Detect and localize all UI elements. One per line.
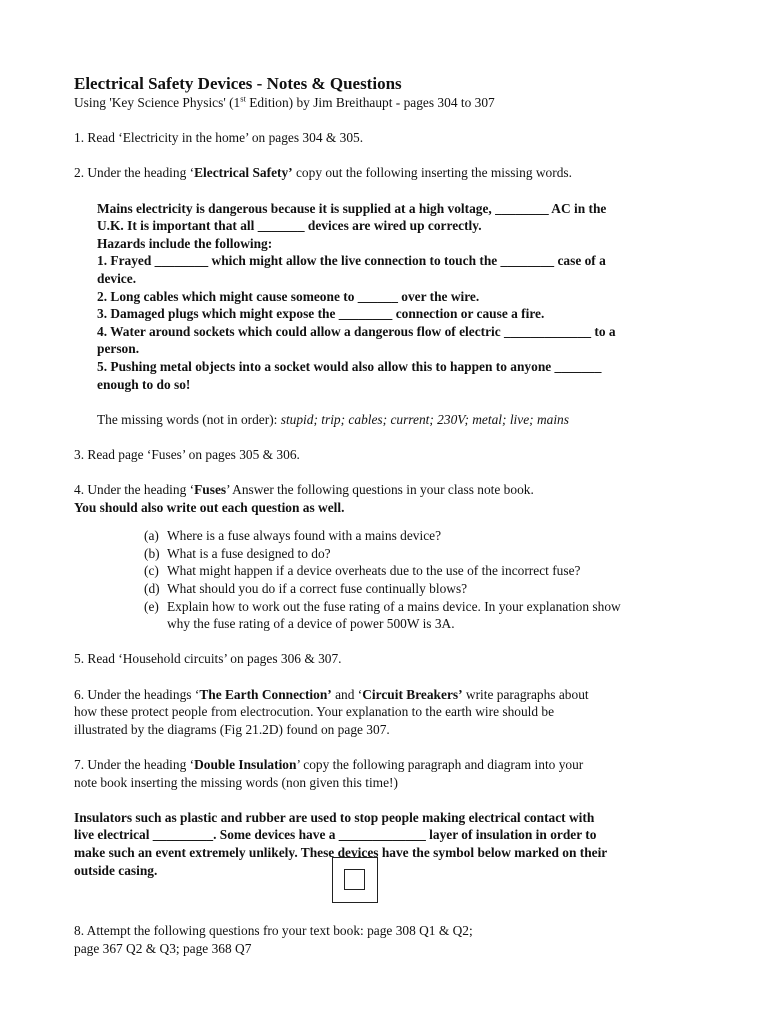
safety-line: 3. Damaged plugs which might expose the ________ connection or cause a fire. bbox=[97, 306, 545, 322]
safety-line: enough to do so! bbox=[97, 376, 191, 392]
double-insulation-symbol-icon bbox=[332, 857, 378, 903]
insulation-line: live electrical _________. Some devices have a _____________ layer of insulation in order to bbox=[74, 827, 597, 843]
item-6: 6. Under the headings ‘The Earth Connection’ and ‘Circuit Breakers’ write paragraphs about bbox=[74, 686, 589, 702]
item-2: 2. Under the heading ‘Electrical Safety’ copy out the following inserting the missing words. bbox=[74, 165, 572, 181]
item-7-line: note book inserting the missing words (non given this time!) bbox=[74, 774, 398, 790]
item-1: 1. Read ‘Electricity in the home’ on pages 304 & 305. bbox=[74, 130, 364, 146]
safety-paragraph bbox=[74, 200, 704, 394]
safety-line: device. bbox=[97, 270, 137, 286]
item-8: 8. Attempt the following questions fro your text book: page 308 Q1 & Q2; bbox=[74, 923, 473, 939]
insulation-line: make such an event extremely unlikely. These devices have the symbol below marked on their bbox=[74, 844, 608, 860]
safety-line: 2. Long cables which might cause someone to ______ over the wire. bbox=[97, 288, 480, 304]
question-item: (d) What should you do if a correct fuse continually blows? bbox=[144, 581, 468, 597]
question-item: (e) Explain how to work out the fuse rating of a mains device. In your explanation show why the fuse rating of a device of power 500W is 3A. bbox=[144, 598, 621, 632]
page-title: Electrical Safety Devices - Notes & Questions bbox=[74, 74, 402, 93]
safety-line: Hazards include the following: bbox=[97, 235, 273, 251]
safety-line: Mains electricity is dangerous because it is supplied at a high voltage, ________ AC in the bbox=[97, 200, 607, 216]
question-item: (c) What might happen if a device overheats due to the use of the incorrect fuse? bbox=[144, 563, 581, 579]
worksheet bbox=[74, 74, 704, 957]
safety-line: person. bbox=[97, 341, 140, 357]
item-6-line: how these protect people from electrocution. Your explanation to the earth wire should be bbox=[74, 704, 555, 720]
missing-words: The missing words (not in order): stupid; trip; cables; current; 230V; metal; live; mains bbox=[97, 411, 569, 427]
question-item: (a) Where is a fuse always found with a mains device? bbox=[144, 528, 442, 544]
subtitle: Using 'Key Science Physics' (1st Edition) by Jim Breithaupt - pages 304 to 307 bbox=[74, 93, 495, 110]
inner-square bbox=[344, 869, 365, 890]
safety-line: U.K. It is important that all _______ devices are wired up correctly. bbox=[97, 218, 482, 234]
item-6-line: illustrated by the diagrams (Fig 21.2D) found on page 307. bbox=[74, 721, 390, 737]
item-8-line: page 367 Q2 & Q3; page 368 Q7 bbox=[74, 940, 252, 956]
safety-line: 5. Pushing metal objects into a socket would also allow this to happen to anyone _______ bbox=[97, 358, 602, 374]
fuse-questions bbox=[74, 527, 704, 633]
item-4: 4. Under the heading ‘Fuses’ Answer the following questions in your class note book. bbox=[74, 482, 534, 498]
item-7: 7. Under the heading ‘Double Insulation’ copy the following paragraph and diagram into your bbox=[74, 756, 584, 772]
item-4-instruction: You should also write out each question as well. bbox=[74, 499, 345, 515]
safety-line: 1. Frayed ________ which might allow the live connection to touch the ________ case of a bbox=[97, 253, 606, 269]
item-3: 3. Read page ‘Fuses’ on pages 305 & 306. bbox=[74, 446, 300, 462]
insulation-line: outside casing. bbox=[74, 862, 158, 878]
double-insulation-symbol-wrap bbox=[74, 857, 704, 903]
safety-line: 4. Water around sockets which could allow a dangerous flow of electric _____________ to a bbox=[97, 323, 616, 339]
question-item: (b) What is a fuse designed to do? bbox=[144, 545, 331, 561]
item-5: 5. Read ‘Household circuits’ on pages 306 & 307. bbox=[74, 651, 342, 667]
insulation-line: Insulators such as plastic and rubber are used to stop people making electrical contact with bbox=[74, 809, 595, 825]
